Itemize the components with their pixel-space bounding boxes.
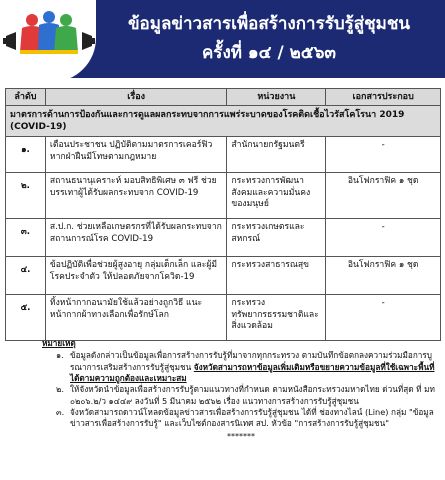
row-agency: กระทรวงการพัฒนาสังคมและความมั่นคงของมนุษย์	[227, 173, 326, 219]
note-number: ๒.	[56, 384, 64, 395]
note-text-highlight: จังหวัดสามารถหาข้อมูลเพิ่มเติมหรือขยายความข้อมูลที่ใช้เฉพาะพื้นที่ได้ตามความถูกต้องและเหมาะสม	[70, 361, 435, 383]
news-table	[5, 88, 441, 341]
header-banner	[0, 0, 445, 78]
note-number: ๓.	[56, 406, 65, 417]
row-no: ๕.	[6, 295, 46, 341]
row-story: เตือนประชาชน ปฏิบัติตามมาตรการเคอร์ฟิว หากฝ่าฝืนมีโทษตามกฎหมาย	[45, 137, 226, 173]
note-text: จังหวัดสามารถดาวน์โหลดข้อมูลข่าวสารเพื่อสร้างการรับรู้สู่ชุมชน ได้ที่ ช่องทางไลน์ (Line) กลุ่ม "ข้อมูลข่าวสารเพื่อสร้างการรับรู้" และเว็บไซต์กองสารนิเทศ สป. หัวข้อ "การสร้างการรับรู้สู่ชุมชน"	[70, 406, 434, 429]
row-ref: อินโฟกราฟิค ๑ ชุด	[326, 173, 441, 219]
table-row	[6, 295, 441, 341]
megaphone-right-icon	[82, 32, 95, 50]
logo-area	[0, 0, 96, 82]
col-header-agency: หน่วยงาน	[227, 89, 326, 106]
note-item	[56, 407, 440, 430]
note-text	[70, 350, 440, 384]
note-text: ให้จังหวัดนำข้อมูลเพื่อสร้างการรับรู้ตามแนวทางที่กำหนด ตามหนังสือกระทรวงมหาดไทย ด่วนที่สุด ที่ มท ๐๒๐๖.๒/ว ๑๔๔๙ ลงวันที่ 5 มีนาคม ๒๕๖๒ เรื่อง แนวทางการสร้างการรับรู้สู่ชุมชน	[70, 384, 435, 406]
note-item	[56, 350, 440, 384]
table-header-row	[6, 89, 441, 106]
row-no: ๒.	[6, 173, 46, 219]
community-logo-icon	[2, 6, 96, 70]
notes-heading: หมายเหตุ	[42, 338, 76, 348]
table-row	[6, 257, 441, 295]
table-row	[6, 173, 441, 219]
table-row	[6, 137, 441, 173]
row-ref: -	[326, 137, 441, 173]
row-agency: สำนักนายกรัฐมนตรี	[227, 137, 326, 173]
row-story: ข้อปฏิบัติเพื่อช่วยผู้สูงอายุ กลุ่มเด็กเล็ก และผู้มีโรคประจำตัว ให้ปลอดภัยจากโควิด-19	[45, 257, 226, 295]
page-subtitle: ครั้งที่ ๑๔ / ๒๕๖๓	[201, 43, 337, 63]
note-number: ๑.	[56, 350, 64, 361]
megaphone-left-icon	[2, 32, 16, 50]
col-header-ref: เอกสารประกอบ	[326, 89, 441, 106]
row-story: สถานธนานุเคราะห์ มอบสิทธิพิเศษ ๓ ฟรี ช่วยบรรเทาผู้ได้รับผลกระทบจาก COVID-19	[45, 173, 226, 219]
row-no: ๔.	[6, 257, 46, 295]
row-agency: กระทรวงเกษตรและสหกรณ์	[227, 219, 326, 257]
note-item	[56, 384, 440, 407]
row-ref: อินโฟกราฟิค ๑ ชุด	[326, 257, 441, 295]
notes-section	[42, 338, 440, 442]
page-title: ข้อมูลข่าวสารเพื่อสร้างการรับรู้สู่ชุมชน	[127, 14, 411, 34]
row-ref: -	[326, 295, 441, 341]
row-agency: กระทรวงทรัพยากรธรรมชาติและสิ่งแวดล้อม	[227, 295, 326, 341]
col-header-story: เรื่อง	[45, 89, 226, 106]
table-row	[6, 219, 441, 257]
row-story: ทิ้งหน้ากากอนามัยใช้แล้วอย่างถูกวิธี แนะหน้ากากผ้าทางเลือกเพื่อรักษ์โลก	[45, 295, 226, 341]
col-header-no: ลำดับ	[6, 89, 46, 106]
row-no: ๑.	[6, 137, 46, 173]
row-no: ๓.	[6, 219, 46, 257]
note-text-plain: ข้อมูลดังกล่าวเป็นข้อมูลเพื่อการสร้างการรับรู้ที่มาจากทุกกระทรวง ตามบันทึกข้อตกลงความร่วมมือการบูรณาการเสริมสร้างการรับรู้สู่ชุมชน	[70, 350, 432, 372]
section-title: มาตรการด้านการป้องกันและการดูแลผลกระทบจากการแพร่ระบาดของโรคติดเชื้อไวรัสโคโรนา 2019 (COVID-19)	[6, 106, 441, 137]
section-row	[6, 106, 441, 137]
end-mark: *******	[227, 431, 255, 441]
row-ref: -	[326, 219, 441, 257]
row-agency: กระทรวงสาธารณสุข	[227, 257, 326, 295]
row-story: ส.ป.ก. ช่วยเหลือเกษตรกรที่ได้รับผลกระทบจากสถานการณ์โรค COVID-19	[45, 219, 226, 257]
